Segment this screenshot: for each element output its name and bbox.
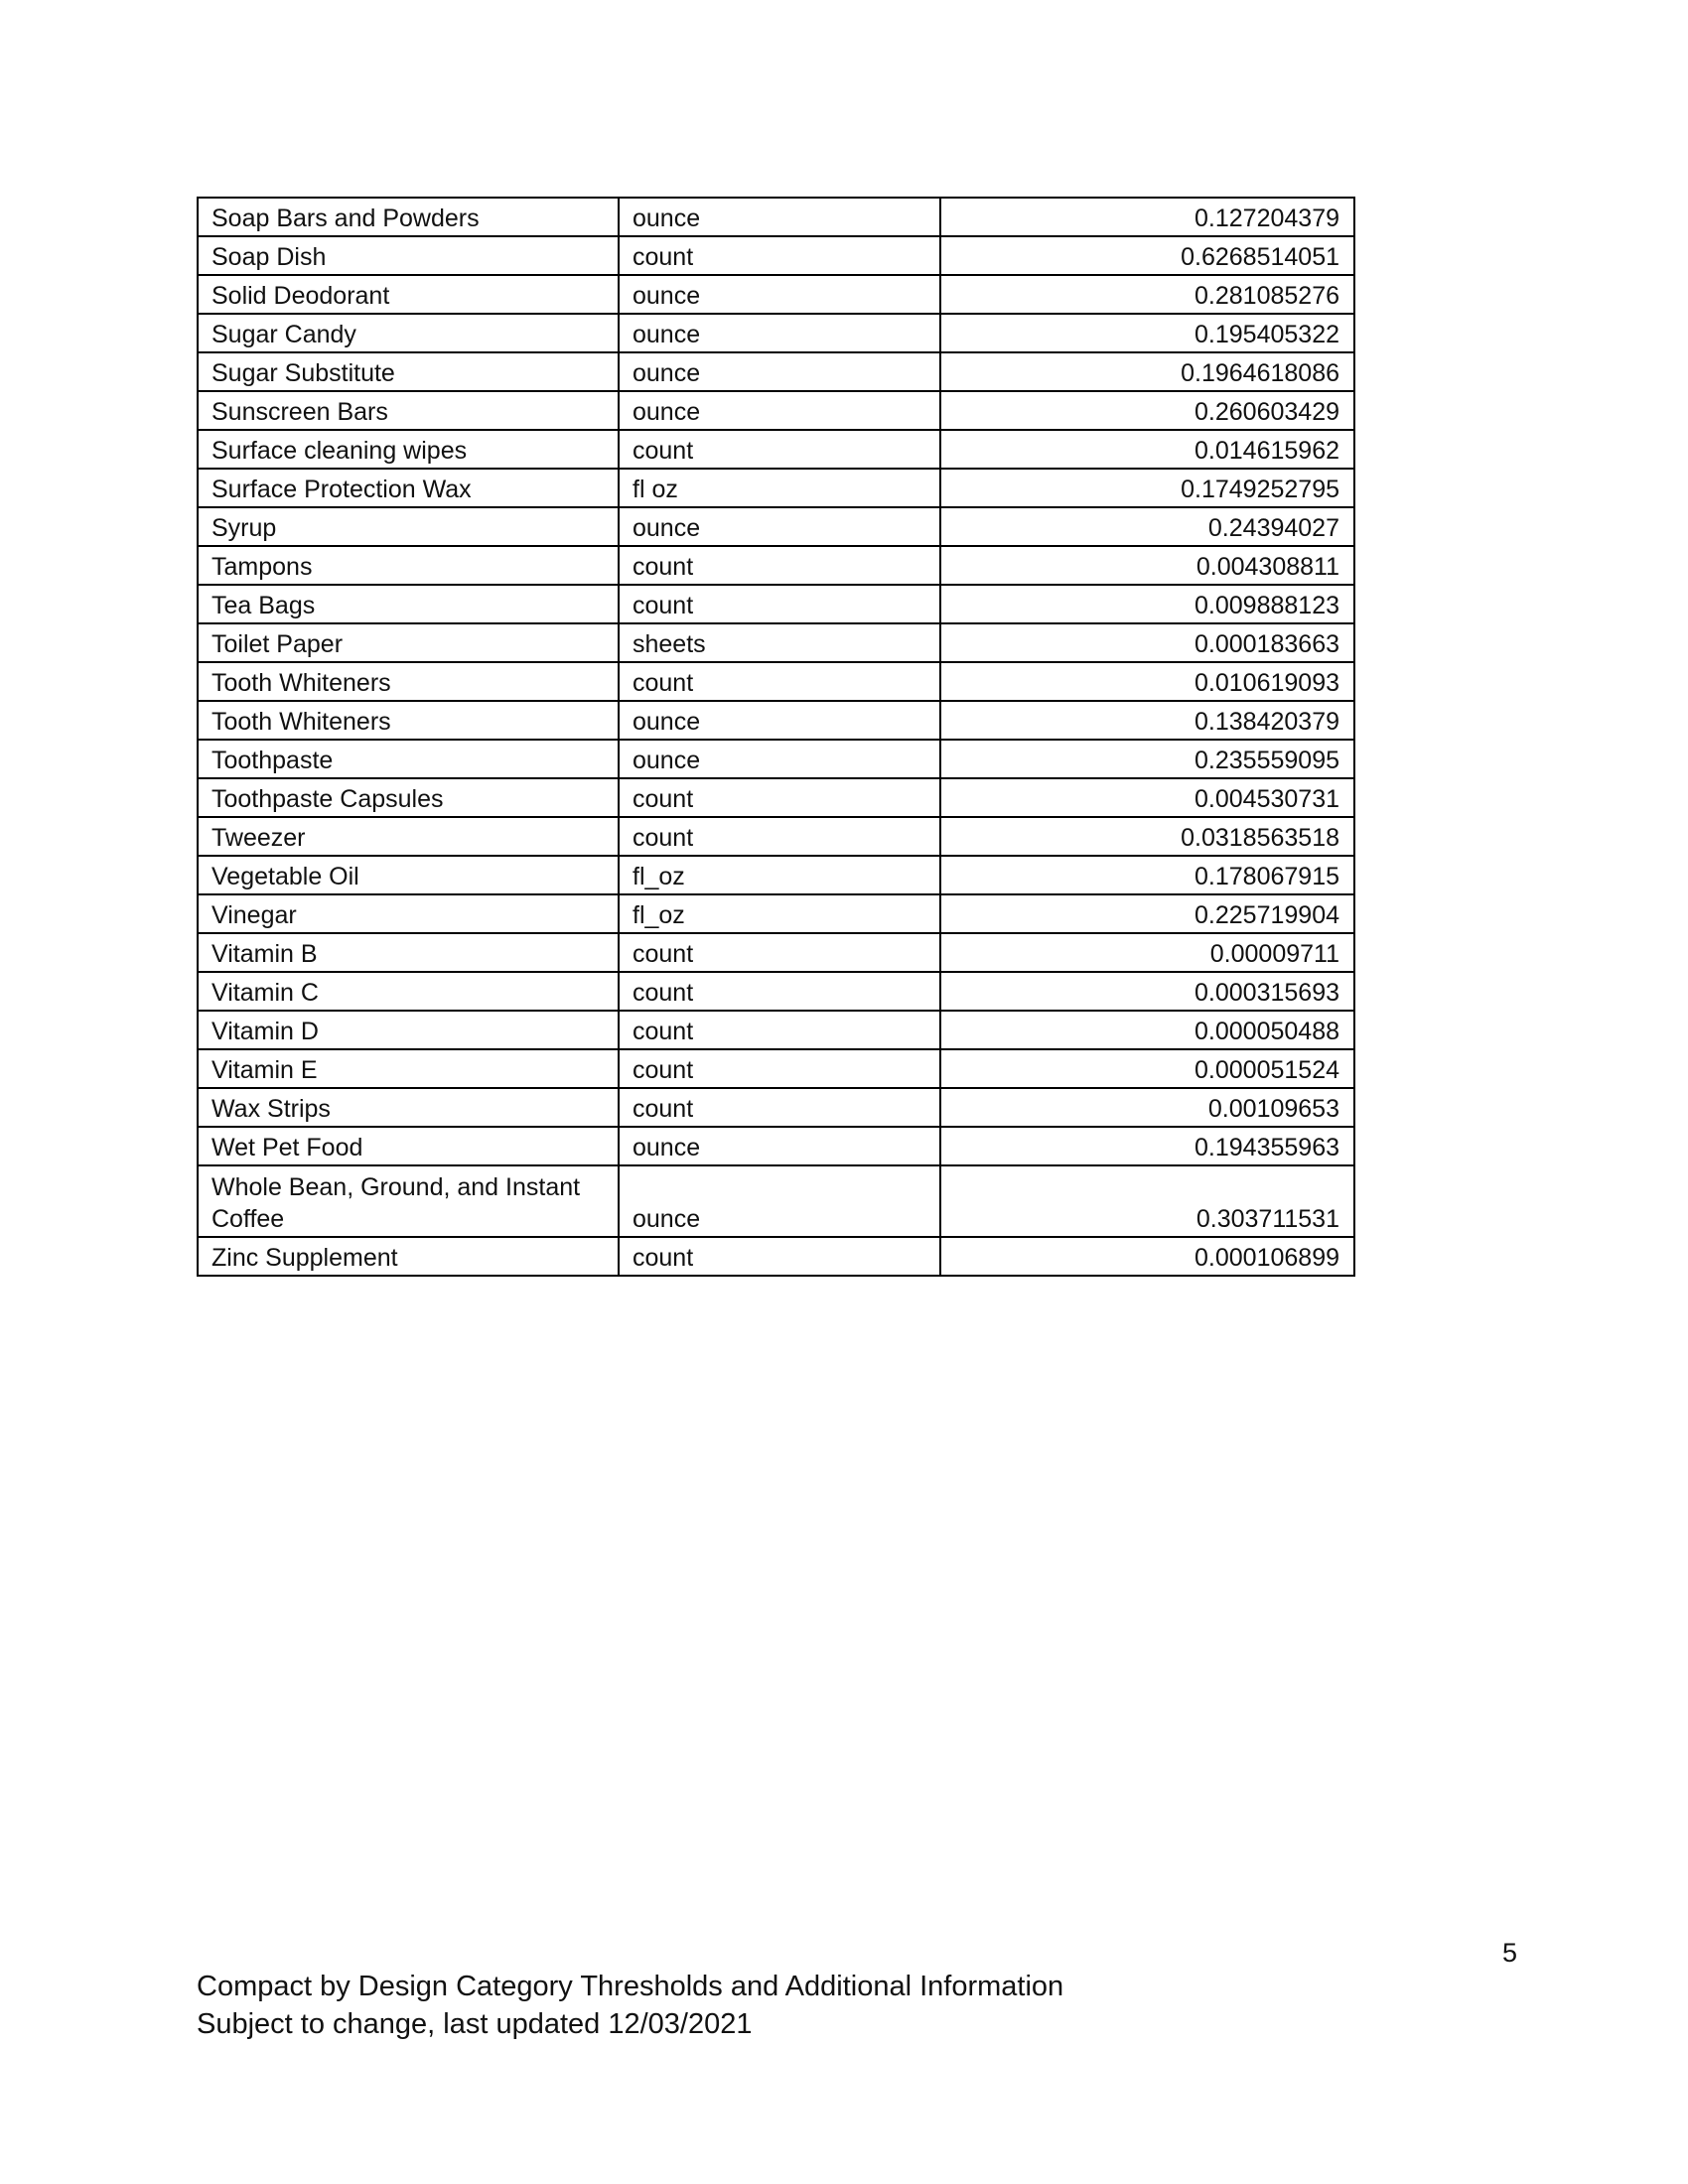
unit-cell: count <box>619 662 940 701</box>
category-cell: Sugar Substitute <box>198 352 619 391</box>
threshold-value-cell: 0.281085276 <box>940 275 1354 314</box>
category-cell: Toothpaste <box>198 740 619 778</box>
unit-cell: count <box>619 1049 940 1088</box>
threshold-value-cell: 0.014615962 <box>940 430 1354 469</box>
category-cell: Tooth Whiteners <box>198 701 619 740</box>
table-row <box>198 894 1354 933</box>
category-cell: Sunscreen Bars <box>198 391 619 430</box>
category-cell: Vitamin C <box>198 972 619 1011</box>
category-cell: Solid Deodorant <box>198 275 619 314</box>
unit-cell: sheets <box>619 623 940 662</box>
unit-cell: ounce <box>619 701 940 740</box>
page-footer <box>197 1968 1190 2043</box>
table-row <box>198 314 1354 352</box>
table-row <box>198 352 1354 391</box>
table-row <box>198 469 1354 507</box>
threshold-value-cell: 0.195405322 <box>940 314 1354 352</box>
unit-cell: ounce <box>619 391 940 430</box>
unit-cell: ounce <box>619 275 940 314</box>
threshold-value-cell: 0.004308811 <box>940 546 1354 585</box>
threshold-value-cell: 0.1964618086 <box>940 352 1354 391</box>
table-row <box>198 856 1354 894</box>
unit-cell: count <box>619 1088 940 1127</box>
unit-cell: count <box>619 236 940 275</box>
unit-cell: count <box>619 972 940 1011</box>
unit-cell: ounce <box>619 1165 940 1237</box>
unit-cell: ounce <box>619 740 940 778</box>
category-cell: Vegetable Oil <box>198 856 619 894</box>
unit-cell: fl oz <box>619 469 940 507</box>
category-cell: Tooth Whiteners <box>198 662 619 701</box>
category-cell: Soap Dish <box>198 236 619 275</box>
footer-update-note: Subject to change, last updated 12/03/2021 <box>197 2008 753 2040</box>
table-row <box>198 1165 1354 1237</box>
unit-cell: ounce <box>619 1127 940 1165</box>
table-row <box>198 430 1354 469</box>
unit-cell: fl_oz <box>619 856 940 894</box>
category-cell: Vitamin E <box>198 1049 619 1088</box>
category-cell: Whole Bean, Ground, and Instant Coffee <box>198 1165 619 1237</box>
category-thresholds-table <box>197 197 1355 1277</box>
unit-cell: count <box>619 546 940 585</box>
footer-title: Compact by Design Category Thresholds and Additional Information <box>197 1971 1064 2002</box>
table-row <box>198 585 1354 623</box>
category-cell: Surface cleaning wipes <box>198 430 619 469</box>
category-cell: Vitamin B <box>198 933 619 972</box>
table-row <box>198 391 1354 430</box>
threshold-value-cell: 0.000183663 <box>940 623 1354 662</box>
category-cell: Sugar Candy <box>198 314 619 352</box>
threshold-value-cell: 0.127204379 <box>940 198 1354 236</box>
threshold-value-cell: 0.00009711 <box>940 933 1354 972</box>
threshold-value-cell: 0.303711531 <box>940 1165 1354 1237</box>
table-row <box>198 817 1354 856</box>
category-cell: Vitamin D <box>198 1011 619 1049</box>
threshold-value-cell: 0.0318563518 <box>940 817 1354 856</box>
table-row <box>198 1127 1354 1165</box>
category-cell: Soap Bars and Powders <box>198 198 619 236</box>
category-cell: Tea Bags <box>198 585 619 623</box>
threshold-value-cell: 0.000051524 <box>940 1049 1354 1088</box>
table-body <box>198 198 1354 1276</box>
table-row <box>198 1011 1354 1049</box>
threshold-value-cell: 0.010619093 <box>940 662 1354 701</box>
table-row <box>198 972 1354 1011</box>
table-row <box>198 933 1354 972</box>
category-cell: Wax Strips <box>198 1088 619 1127</box>
table-row <box>198 1049 1354 1088</box>
table-row <box>198 1237 1354 1276</box>
unit-cell: ounce <box>619 352 940 391</box>
threshold-value-cell: 0.004530731 <box>940 778 1354 817</box>
table-row <box>198 507 1354 546</box>
threshold-value-cell: 0.00109653 <box>940 1088 1354 1127</box>
threshold-value-cell: 0.000106899 <box>940 1237 1354 1276</box>
table-row <box>198 623 1354 662</box>
category-cell: Toilet Paper <box>198 623 619 662</box>
page-number: 5 <box>1501 1938 1517 1968</box>
category-cell: Vinegar <box>198 894 619 933</box>
unit-cell: fl_oz <box>619 894 940 933</box>
threshold-value-cell: 0.000050488 <box>940 1011 1354 1049</box>
unit-cell: count <box>619 778 940 817</box>
table-row <box>198 701 1354 740</box>
table-row <box>198 662 1354 701</box>
threshold-value-cell: 0.000315693 <box>940 972 1354 1011</box>
unit-cell: count <box>619 1011 940 1049</box>
threshold-value-cell: 0.194355963 <box>940 1127 1354 1165</box>
threshold-value-cell: 0.178067915 <box>940 856 1354 894</box>
unit-cell: count <box>619 585 940 623</box>
category-cell: Wet Pet Food <box>198 1127 619 1165</box>
threshold-value-cell: 0.6268514051 <box>940 236 1354 275</box>
category-cell: Toothpaste Capsules <box>198 778 619 817</box>
threshold-value-cell: 0.225719904 <box>940 894 1354 933</box>
unit-cell: ounce <box>619 314 940 352</box>
table-row <box>198 275 1354 314</box>
threshold-value-cell: 0.009888123 <box>940 585 1354 623</box>
category-cell: Syrup <box>198 507 619 546</box>
table-row <box>198 1088 1354 1127</box>
table-row <box>198 198 1354 236</box>
category-cell: Tampons <box>198 546 619 585</box>
category-cell: Tweezer <box>198 817 619 856</box>
threshold-value-cell: 0.235559095 <box>940 740 1354 778</box>
unit-cell: count <box>619 933 940 972</box>
threshold-value-cell: 0.138420379 <box>940 701 1354 740</box>
category-cell: Zinc Supplement <box>198 1237 619 1276</box>
threshold-value-cell: 0.24394027 <box>940 507 1354 546</box>
threshold-value-cell: 0.260603429 <box>940 391 1354 430</box>
table-row <box>198 778 1354 817</box>
unit-cell: count <box>619 817 940 856</box>
table-row <box>198 740 1354 778</box>
threshold-value-cell: 0.1749252795 <box>940 469 1354 507</box>
unit-cell: count <box>619 430 940 469</box>
unit-cell: count <box>619 1237 940 1276</box>
table-row <box>198 236 1354 275</box>
unit-cell: ounce <box>619 198 940 236</box>
table-row <box>198 546 1354 585</box>
unit-cell: ounce <box>619 507 940 546</box>
category-cell: Surface Protection Wax <box>198 469 619 507</box>
